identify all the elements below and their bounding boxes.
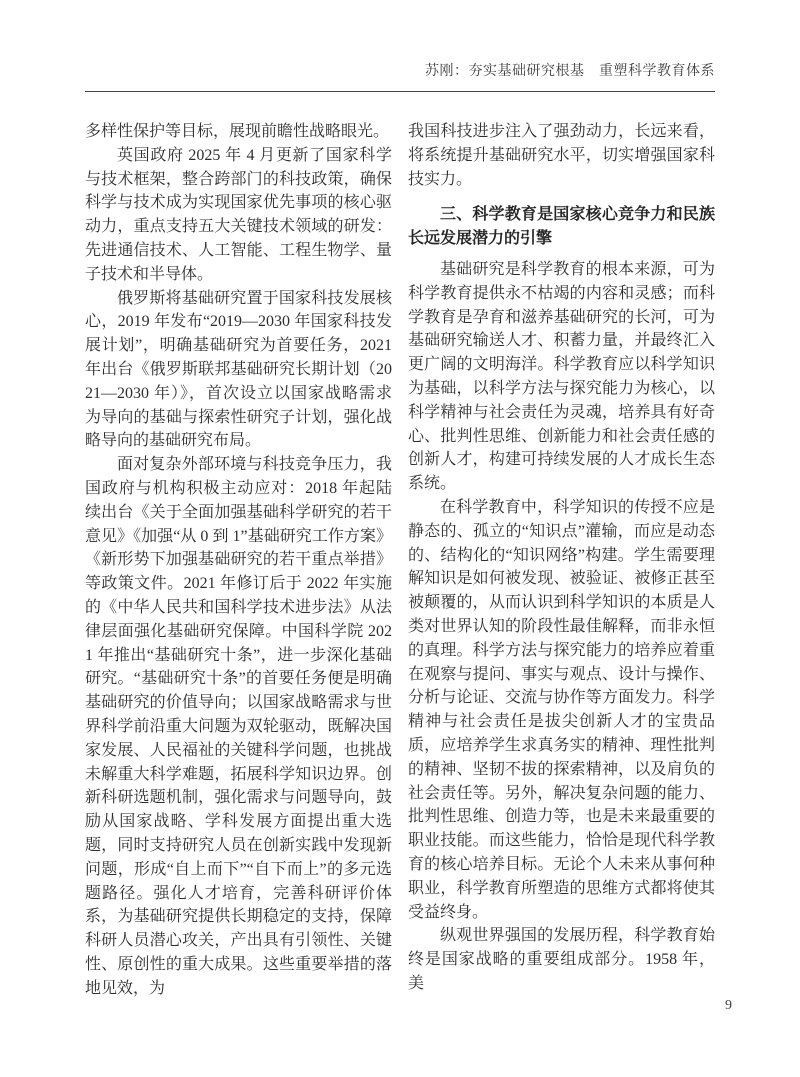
paragraph: 面对复杂外部环境与科技竞争压力，我国政府与机构积极主动应对：2018 年起陆续出台《关于全面加强基础科学研究的若干意见》《加强“从 0 到 1”基础研究工作方案》《新形势下加强基础研究的若干重点举措》等政策文件。2021 年修订后于 2022 年实施的《中华人民共和国科学技术进步法》从法律层面强化基础研究保障。中国科学院 2021 年推出“基础研究十条”，进一步深化基础研究。“基础研究十条”的首要任务便是明确基础研究的价值导向；以国家战略需求与世界科学前沿重大问题为双轮驱动，既解决国家发展、人民福祉的关键科学问题，也挑战未解重大科学难题，拓展科学知识边界。创新科研选题机制，强化需求与问题导向，鼓励从国家战略、学科发展方面提出重大选题，同时支持研究人员在创新实践中发现新问题，形成“自上而下”“自下而上”的多元选题路径。强化人才培育，完善科研评价体系，为基础研究提供长期稳定的支持，保障科研人员潜心攻关，产出具有引领性、关键性、原创性的重大成果。这些重要举措的落地见效，为 <box>85 456 392 997</box>
right-column <box>408 120 715 1000</box>
running-header-title: 苏刚：夯实基础研究根基 重塑科学教育体系 <box>425 64 715 79</box>
paragraph: 在科学教育中，科学知识的传授不应是静态的、孤立的“知识点”灌输，而应是动态的、结构化的“知识网络”构建。学生需要理解知识是如何被发现、被验证、被修正甚至被颠覆的，从而认识到科学知识的本质是人类对世界认知的阶段性最佳解释，而非永恒的真理。科学方法与探究能力的培养应着重在观察与提问、事实与观点、设计与操作、分析与论证、交流与协作等方面发力。科学精神与社会责任是拔尖创新人才的宝贵品质，应培养学生求真务实的精神、理性批判的精神、坚韧不拔的探索精神，以及肩负的社会责任等。另外，解决复杂问题的能力、批判性思维、创造力等，也是未来最重要的职业技能。而这些能力，恰恰是现代科学教育的核心培养目标。无论个人未来从事何种职业，科学教育所塑造的思维方式都将使其受益终身。 <box>408 498 715 921</box>
paragraph: 基础研究是科学教育的根本来源，可为科学教育提供永不枯竭的内容和灵感；而科学教育是孕育和滋养基础研究的长河，可为基础研究输送人才、积蓄力量，并最终汇入更广阔的文明海洋。科学教育应以科学知识为基础，以科学方法与探究能力为核心，以科学精神与社会责任为灵魂，培养具有好奇心、批判性思维、创新能力和社会责任感的创新人才，构建可持续发展的人才成长生态系统。 <box>408 260 715 493</box>
section-heading: 三、科学教育是国家核心竞争力和民族长远发展潜力的引擎 <box>408 206 715 248</box>
paragraph: 多样性保护等目标，展现前瞻性战略眼光。 <box>85 123 390 140</box>
page-number: 9 <box>725 998 732 1013</box>
left-column <box>85 120 392 1000</box>
two-column-content <box>85 120 715 1000</box>
paragraph: 我国科技进步注入了强劲动力，长远来看，将系统提升基础研究水平，切实增强国家科技实力。 <box>408 123 715 188</box>
paragraph: 英国政府 2025 年 4 月更新了国家科学与技术框架，整合跨部门的科技政策，确保科学与技术成为实现国家优先事项的核心驱动力，重点支持五大关键技术领域的研发：先进通信技术、人工智能、工程生物学、量子技术和半导体。 <box>85 146 392 283</box>
paragraph: 纵观世界强国的发展历程，科学教育始终是国家战略的重要组成部分。1958 年，美 <box>408 927 715 992</box>
running-header <box>85 62 715 92</box>
paragraph: 俄罗斯将基础研究置于国家科技发展核心，2019 年发布“2019—2030 年国家科技发展计划”，明确基础研究为首要任务，2021 年出台《俄罗斯联邦基础研究长期计划（2021—2030 年）》，首次设立以国家战略需求为导向的基础与探索性研究子计划，强化战略导向的基础研究布局。 <box>85 289 392 450</box>
